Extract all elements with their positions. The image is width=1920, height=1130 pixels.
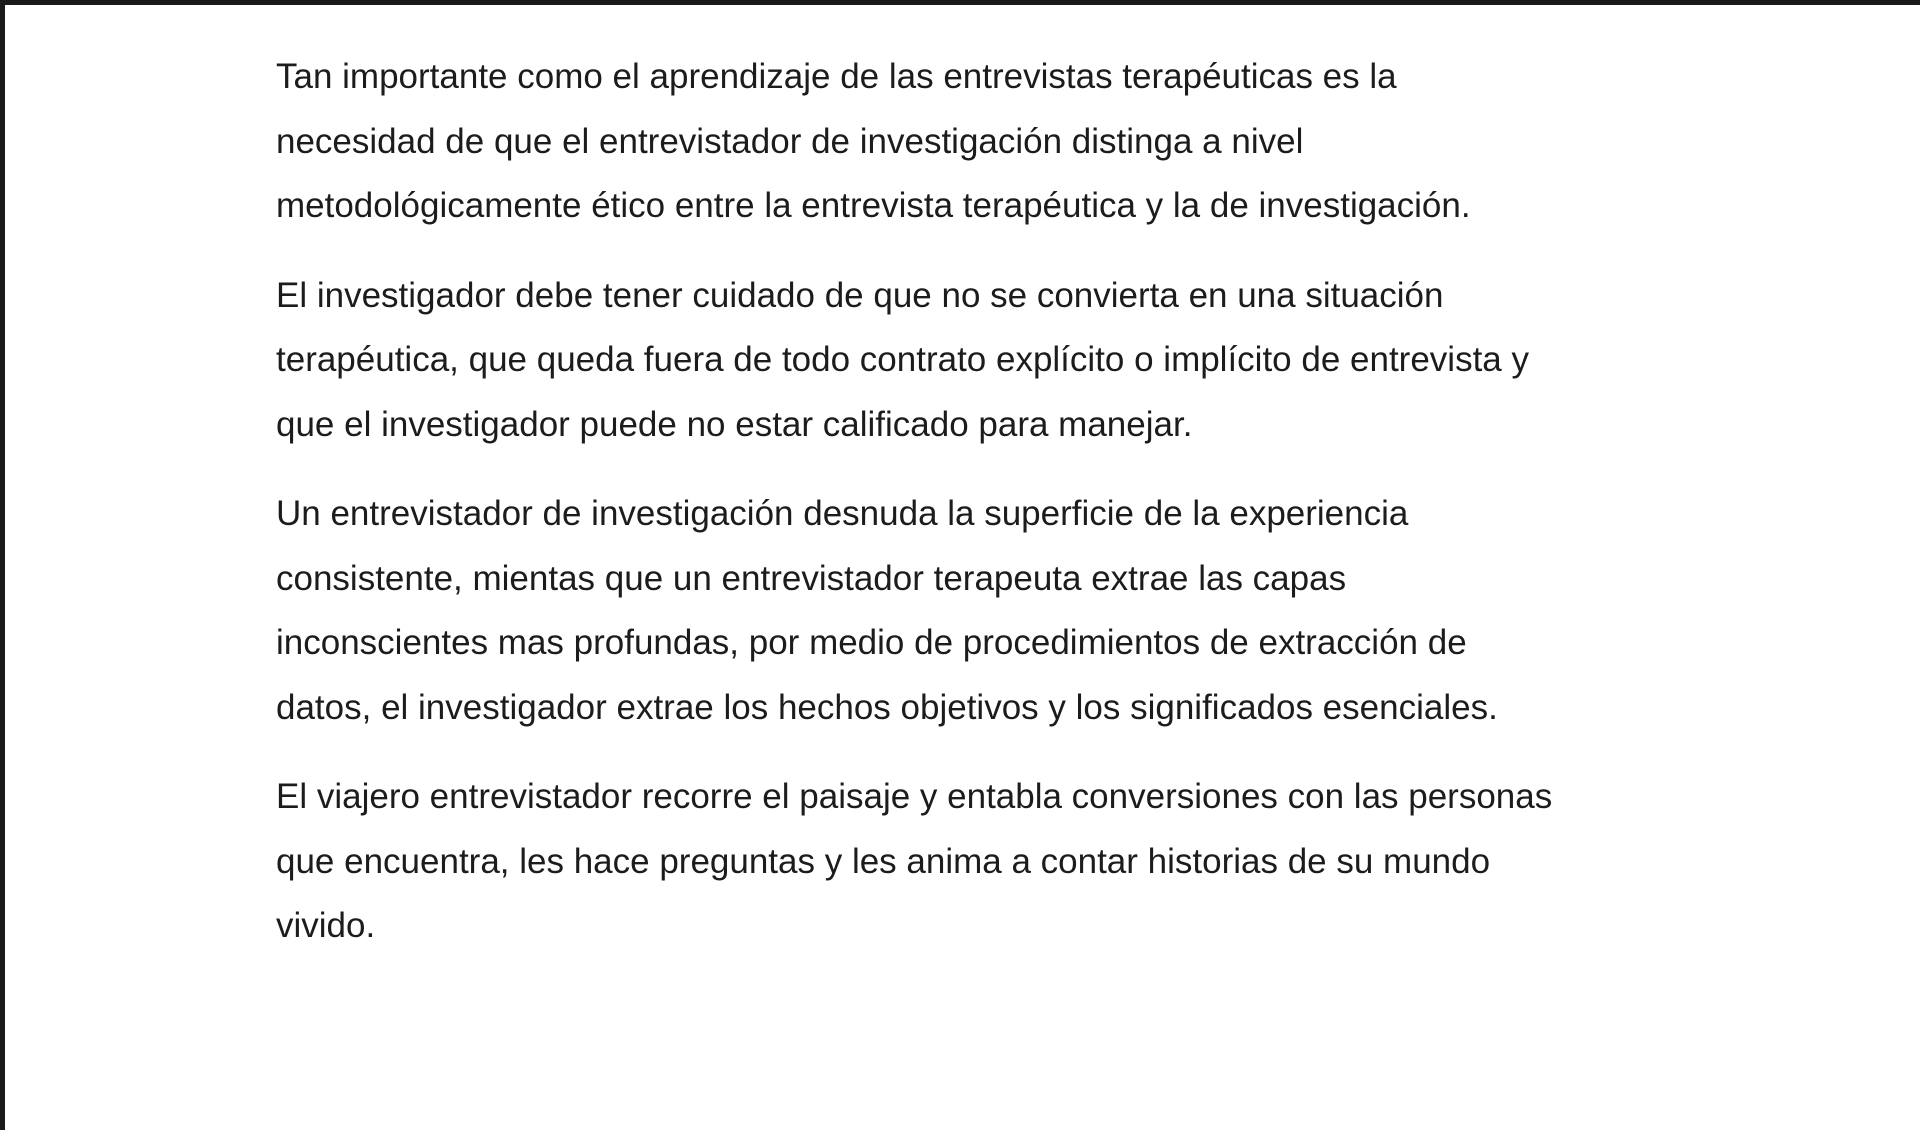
paragraph-line: inconscientes mas profundas, por medio de procedimientos de extracción de	[276, 623, 1467, 662]
paragraph-line: Un entrevistador de investigación desnuda la superficie de la experiencia	[276, 494, 1409, 533]
paragraph-line: que el investigador puede no estar calificado para manejar.	[276, 404, 1193, 444]
paragraph-line: consistente, mientas que un entrevistador terapeuta extrae las capas	[276, 558, 1347, 598]
paragraph-line: terapéutica, que queda fuera de todo contrato explícito o implícito de entrevista y	[276, 340, 1529, 379]
paragraph-line: datos, el investigador extrae los hechos objetivos y los significados esenciales.	[276, 687, 1498, 727]
paragraph-1	[276, 45, 1696, 239]
paragraph-line: metodológicamente ético entre la entrevista terapéutica y la de investigación.	[276, 186, 1471, 225]
paragraph-line: vivido.	[276, 906, 376, 945]
paragraph-line: necesidad de que el entrevistador de investigación distinga a nivel	[276, 121, 1304, 161]
document-body	[276, 45, 1696, 984]
paragraph-4	[276, 765, 1696, 959]
paragraph-2	[276, 264, 1696, 458]
paragraph-line: El viajero entrevistador recorre el paisaje y entabla conversiones con las personas	[276, 777, 1553, 816]
paragraph-3	[276, 482, 1696, 740]
paragraph-line: El investigador debe tener cuidado de que no se convierta en una situación	[276, 275, 1444, 315]
paragraph-line: que encuentra, les hace preguntas y les anima a contar historias de su mundo	[276, 841, 1491, 881]
paragraph-line: Tan importante como el aprendizaje de las entrevistas terapéuticas es la	[276, 57, 1397, 96]
